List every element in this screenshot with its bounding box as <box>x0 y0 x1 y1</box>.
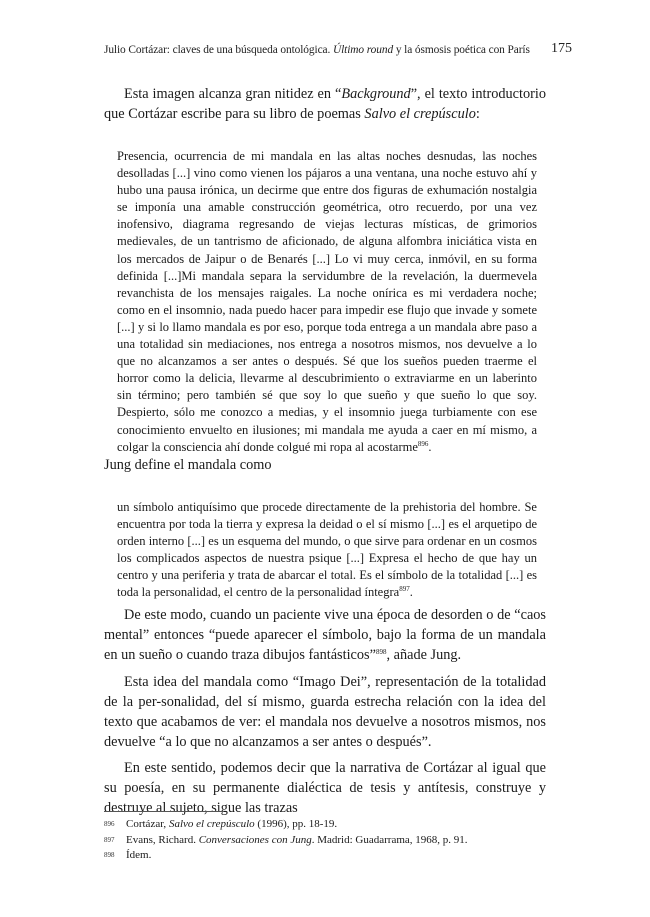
intro-colon: : <box>475 106 480 122</box>
quote-end: . <box>428 439 432 454</box>
paragraph-imago-dei: Esta idea del mandala como “Imago Dei”, representación de la totalidad de la per-sonalidad, del sí mismo, guarda estrecha relación con la idea del texto que acabamos de ver: el mandala nos devuelve a nosotros mismos, nos devuelve “a lo que no alcanzamos a ser antes o después”. <box>104 674 546 750</box>
footnote-title: Salvo el crepúsculo <box>168 818 255 830</box>
footnote-detail: . Madrid: Guadarrama, 1968, p. 91. <box>311 833 468 846</box>
footnote-number: 898 <box>104 851 115 859</box>
page-number: 175 <box>551 41 572 56</box>
running-head-italic: Último round <box>332 44 394 56</box>
footnote-divider <box>104 811 224 812</box>
footnotes <box>104 817 544 864</box>
footnote-number: 897 <box>104 835 115 844</box>
footnote-author: Cortázar, <box>126 818 169 830</box>
footnote-text <box>126 817 544 833</box>
footnote-number: 896 <box>104 820 115 828</box>
paragraph-end: , añade Jung. <box>386 647 462 663</box>
intro-italic-title: Salvo el crepúsculo <box>364 106 476 122</box>
footnote-896 <box>104 817 544 833</box>
running-head <box>104 44 544 56</box>
footnote-ref-897[interactable]: 897 <box>399 585 410 594</box>
footnote-text <box>126 848 544 864</box>
intro-text-2: ”, el texto introductorio que Cortázar escribe para su libro de poemas <box>104 86 546 122</box>
block-quote-cortazar <box>117 148 537 456</box>
footnote-author: Evans, Richard. <box>126 833 199 846</box>
footnote-author: Ídem. <box>126 849 152 861</box>
footnote-ref-896[interactable]: 896 <box>417 439 429 448</box>
paragraph-chaos <box>104 605 546 665</box>
footnote-text <box>126 833 544 849</box>
block-quote-jung <box>117 499 537 602</box>
footnote-title: Conversaciones con Jung <box>198 833 312 846</box>
quote-text: un símbolo antiquísimo que procede directamente de la prehistoria del hombre. Se encuentra por toda la tierra y expresa la deidad o el sí mismo [...] es el arquetipo de orden interno [...] es un esquema del mundo, o que sirve para ordenar en un cosmos los complicados aspectos de nuestra psique [...] Expresa el hecho de que hay un centro y una periferia y trata de abarcar el total. Es el símbolo de la totalidad [...] es toda la personalidad, el centro de la personalidad íntegra <box>117 500 537 600</box>
paragraph-text: De este modo, cuando un paciente vive una época de desorden o de “caos mental” entonces “puede aparecer el símbolo, bajo la forma de un mandala en un sueño o cuando traza dibujos fantásticos” <box>104 607 546 663</box>
footnote-897 <box>104 833 544 849</box>
intro-paragraph <box>104 84 546 124</box>
intro-italic-background: Background <box>341 86 411 102</box>
quote-end: . <box>409 585 413 600</box>
running-head-text: Julio Cortázar: claves de una búsqueda ontológica. <box>104 44 333 56</box>
intro-text: Esta imagen alcanza gran nitidez en “ <box>124 86 342 102</box>
footnote-898 <box>104 848 544 864</box>
jung-intro-line: Jung define el mandala como <box>104 457 272 473</box>
footnote-ref-898[interactable]: 898 <box>375 648 387 656</box>
running-head-text-end: y la ósmosis poética con París <box>393 44 530 56</box>
paragraph-narrativa: En este sentido, podemos decir que la narrativa de Cortázar al igual que su poesía, en su permanente dialéctica de tesis y antítesis, construye y destruye al sujeto, sigue las trazas <box>104 760 546 816</box>
footnote-detail: (1996), pp. 18-19. <box>254 818 338 830</box>
quote-text: Presencia, ocurrencia de mi mandala en las altas noches desnudas, las noches desolladas [...] vino como vienen los pájaros a una ventana, una noche estuvo ahí y hubo una pausa irónica, un decirme que entre dos figuras de exhumación nostalgia se imponía una amable construcción geométrica, otro recuerdo, por una vez inofensivo, diagrama regresando de viejas lecturas místicas, de grimorios medievales, de un tantrismo de aficionado, de alguna alfombra iniciática vista en los mercados de Jaipur o de Benarés [...] Lo vi muy cerca, inmóvil, en su forma definida [...]Mi mandala separa la servidumbre de la revelación, la duermevela revanchista de los mensajes raigales. La noche onírica es mi verdadera noche; como en el insomnio, nada puedo hacer para impedir ese flujo que invade y somete [...] y si lo llamo mandala es por eso, porque toda entrega a un mandala abre paso a una totalidad sin mediaciones, nos entrega a nosotros mismos, nos devuelve a lo que no alcanzamos a ser antes o después. Sé que los sueños pueden traerme el horror como la delicia, llevarme al descubrimiento o extraviarme en un laberinto sin término; pero también sé que soy lo que sueño y que sueño lo que soy. Despierto, sólo me conozco a medias, y el insomnio juega turbiamente con ese conocimiento envuelto en ilusiones; mi mandala me ayuda a caer en mí mismo, a colgar la consciencia ahí donde colgué mi ropa al acostarme <box>117 149 537 454</box>
